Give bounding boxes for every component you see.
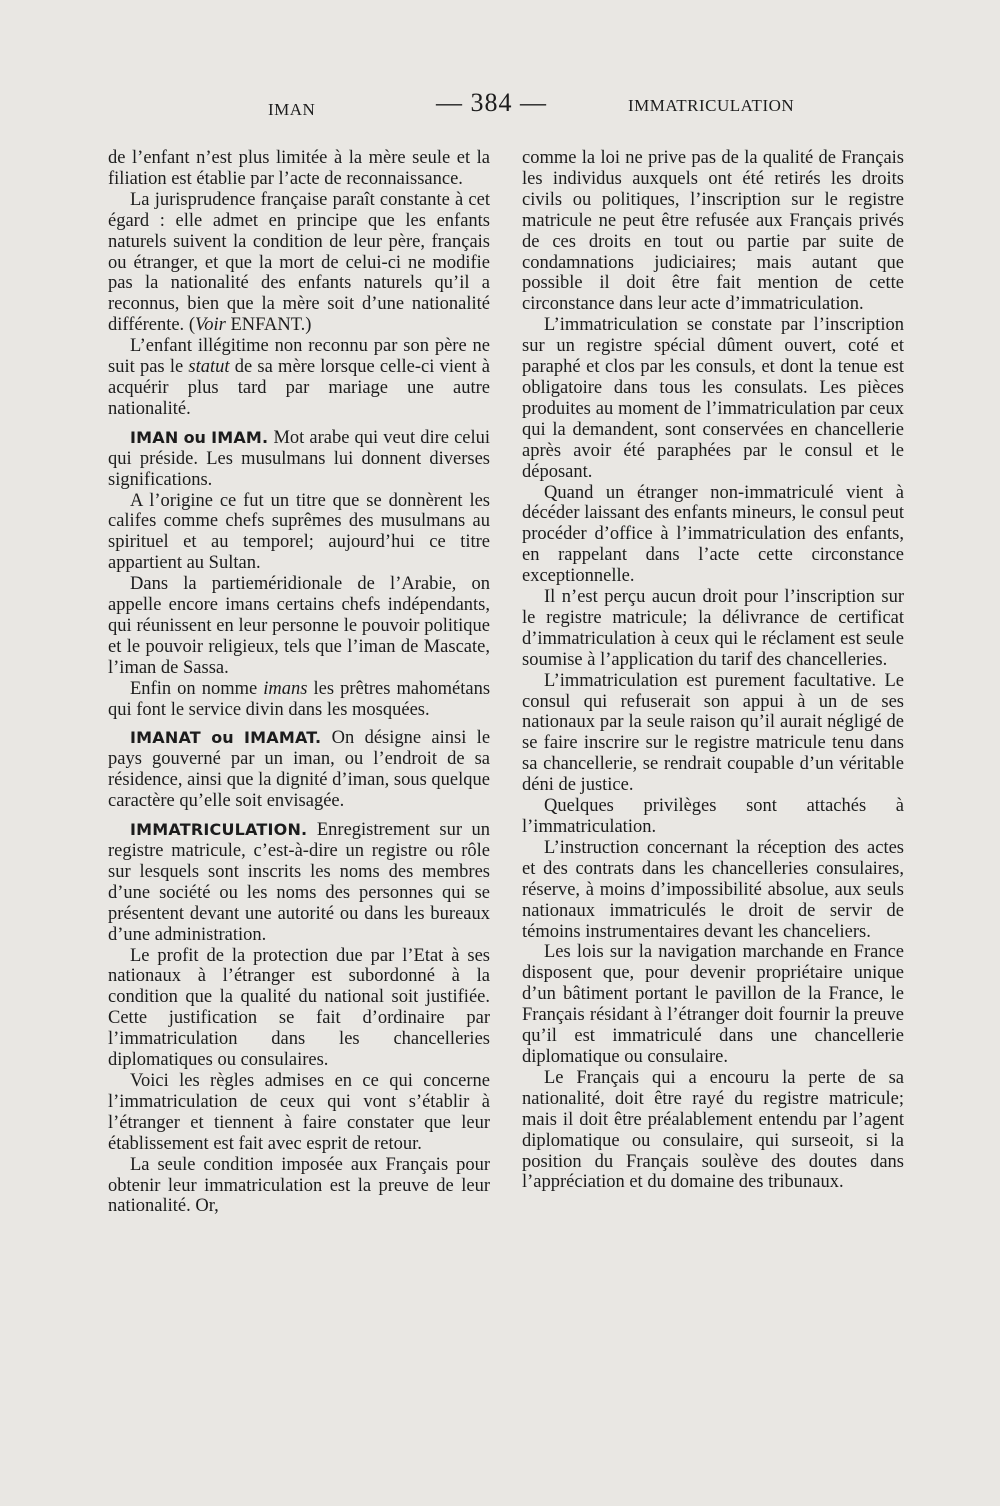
paragraph-text: La jurisprudence française paraît constante à cet égard : elle admet en principe que les enfants naturels suivent la condition de leur père, français ou étranger, et que la mort de celui-ci ne modifie pas la nationalité des enfants naturels qu’il a reconnus, bien que la mère soit d’une nationalité différente. <box>108 189 490 336</box>
definition: Enregistrement sur un registre matricule, c’est-à-dire un registre ou rôle sur lesquels sont inscrits les noms des membres d’une société ou les noms des personnes qui se présentent devant une autorité ou dans les bureaux d’une administration. <box>108 820 491 945</box>
paragraph: Les lois sur la navigation marchande en France disposent que, pour devenir propriétaire unique d’un bâtiment portant le pavillon de la France, le Français résidant à l’étranger doit fournir la preuve qu’il est immatriculé dans une chancellerie diplomatique ou consulaire. <box>522 942 904 1067</box>
headword: IMAM. <box>211 427 269 447</box>
paragraph: Voici les règles admises en ce qui concerne l’immatriculation de ceux qui vont s’établir à l’étranger et tiennent à faire constater que leur établissement est fait avec esprit de retour. <box>108 1070 490 1154</box>
paragraph: A l’origine ce fut un titre que se donnèrent les califes comme chefs suprêmes des musulmans au spirituel et au temporel; aujourd’hui ce titre appartient au Sultan. <box>108 490 490 574</box>
entry-iman <box>108 428 490 491</box>
paragraph: La seule condition imposée aux Français pour obtenir leur immatriculation est la preuve de leur nationalité. Or, <box>108 1154 490 1217</box>
paragraph: La jurisprudence française paraît constante à cet égard : elle admet en principe que les enfants naturels suivent la condition de leur père, français ou étranger, et que la mort de celui-ci ne modifie pas la nationalité des enfants naturels qu’il a reconnus, bien que la mère soit d’une nationalité différente. (Voir ENFANT.) <box>108 189 490 336</box>
paragraph: Le profit de la protection due par l’Etat à ses nationaux à l’étranger est subordonné à la condition que la qualité du national soit justifiée. Cette justification se fait d’ordinaire par l’immatriculation dans les chancelleries diplomatiques ou consulaires. <box>108 945 490 1071</box>
paragraph: L’immatriculation est purement facultative. Le consul qui refuserait son appui à un de ses nationaux par la seule raison qu’il aurait négligé de se faire inscrire sur le registre matricule tenu dans sa chancellerie, se rendrait coupable d’un véritable déni de justice. <box>522 670 904 796</box>
paragraph <box>108 679 490 721</box>
paragraph: de l’enfant n’est plus limitée à la mère seule et la filiation est établie par l’acte de reconnaissance. <box>108 148 490 189</box>
paragraph <box>108 336 490 420</box>
paragraph: Quand un étranger non-immatriculé vient à décéder laissant des enfants mineurs, le consul peut procéder d’office à l’immatriculation des enfants, en rappelant dans l’acte cette circonstance exceptionnelle. <box>522 482 904 587</box>
voir-label: Voir <box>194 315 226 336</box>
paragraph-text: L’enfant illégitime non reconnu par son père ne suit pas le <box>108 336 490 378</box>
headword: IMMATRICULATION. <box>130 820 308 840</box>
definition: On désigne ainsi le pays gouverné par un iman, ou l’endroit de sa résidence, ainsi que la dignité d’iman, sous quelque caractère qu’elle soit envisagée. <box>108 728 491 812</box>
entry-immatriculation <box>108 820 490 945</box>
paragraph: Il n’est perçu aucun droit pour l’inscription sur le registre matricule; la délivrance de certificat d’immatriculation à ceux qui le réclament est seule soumise à l’application du tarif des chancelleries. <box>522 587 904 670</box>
paragraph: Dans la partieméridionale de l’Arabie, on appelle encore imans certains chefs indépendants, qui réunissent en leur personne le pouvoir politique et le pouvoir religieux, tels que l’iman de Mascate, l’iman de Sassa. <box>108 574 490 678</box>
headword: IMANAT <box>130 728 201 748</box>
paragraph: comme la loi ne prive pas de la qualité de Français les individus auxquels ont été retirés les droits civils ou politiques, l’inscription sur le registre matricule ne peut être refusée aux Français privés de ces droits en tout ou partie par suite de condamnations judiciaires; mais autant que possible il doit être fait mention de cette circonstance dans leur acte d’immatriculation. <box>522 148 904 315</box>
paragraph-text: de sa mère lorsque celle-ci vient à acquérir plus tard par mariage une autre nationalité. <box>108 357 490 419</box>
entry-imanat <box>108 728 490 812</box>
cross-reference: ENFANT.) <box>230 315 312 336</box>
paragraph: L’immatriculation se constate par l’inscription sur un registre spécial dûment ouvert, coté et paraphé et clos par les consuls, et dont la tenue est obligatoire dans tous les consulats. Les pièces produites au moment de l’immatriculation par ceux qui la demandent, sont conservées en chancellerie après avoir été paraphées par le consul et le déposant. <box>522 315 904 482</box>
paragraph-text: les prêtres mahométans qui font le service divin dans les mosquées. <box>108 678 491 720</box>
paragraph: L’instruction concernant la réception des actes et des contrats dans les chancelleries consulaires, réserve, à moins d’impossibilité absolue, aux seuls nationaux immatriculés le droit de servir de témoins instrumentaires devant les chanceliers. <box>522 837 904 942</box>
page-number: — 384 — <box>436 88 547 117</box>
italic-term: imans <box>263 678 308 699</box>
paragraph-text: Enfin on nomme <box>130 678 258 699</box>
left-column <box>108 148 490 1217</box>
italic-term: statut <box>188 357 230 378</box>
paragraph: Quelques privilèges sont attachés à l’immatriculation. <box>522 796 904 837</box>
right-column <box>522 148 904 1193</box>
headword-conjunction: ou <box>211 728 234 748</box>
headword: IMAMAT. <box>243 728 322 748</box>
header-left-keyword: IMAN <box>268 100 316 119</box>
headword-conjunction: ou <box>183 427 206 447</box>
definition: Mot arabe qui veut dire celui qui préside. Les musulmans lui donnent diverses significations. <box>108 427 491 490</box>
paragraph: Le Français qui a encouru la perte de sa nationalité, doit être rayé du registre matricule; mais il doit être préalablement entendu par l’agent diplomatique ou consulaire, qui surseoit, si la position du Français soulève des doutes dans l’appréciation et du domaine des tribunaux. <box>522 1067 904 1193</box>
header-right-keyword: IMMATRICULATION <box>628 96 795 115</box>
headword: IMAN <box>130 427 179 447</box>
running-header <box>0 88 1000 128</box>
